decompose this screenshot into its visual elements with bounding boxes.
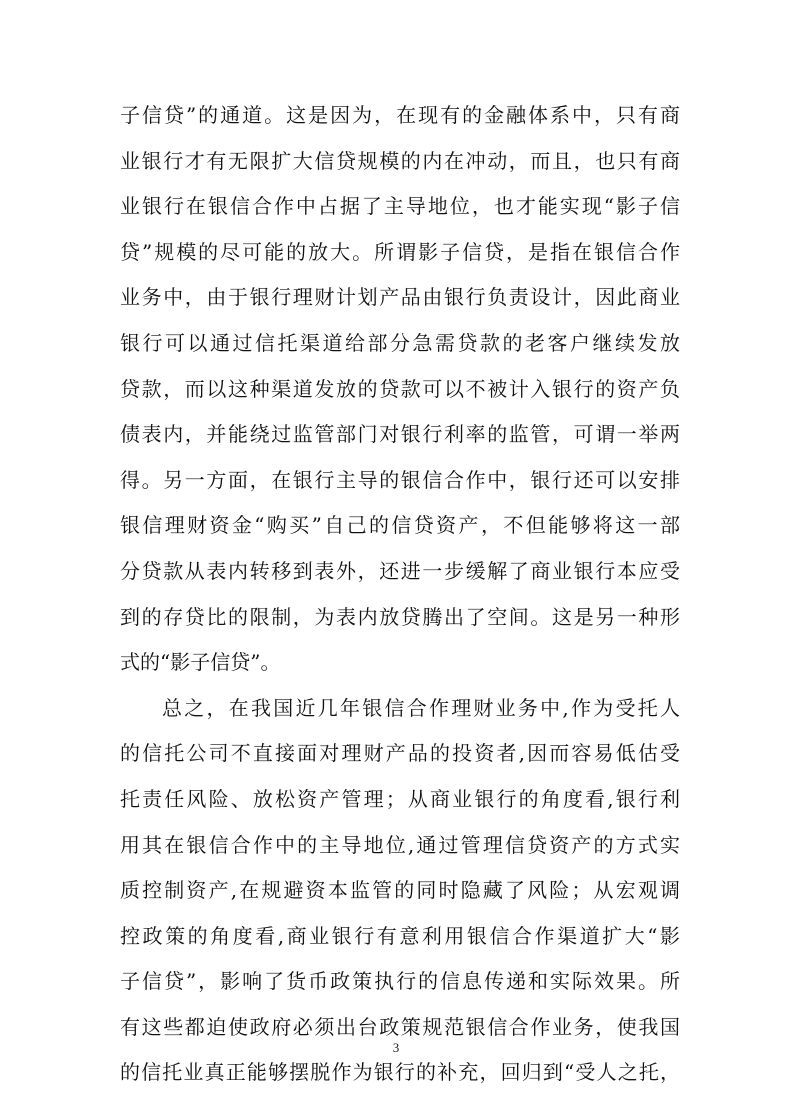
- text-line: 银信理财资金“购买”自己的信贷资产，不但能够将这一部: [120, 513, 680, 538]
- text-line: 有这些都迫使政府必须出台政策规范银信合作业务，使我国: [120, 1014, 680, 1039]
- text-line: 业银行才有无限扩大信贷规模的内在冲动，而且，也只有商: [120, 148, 680, 173]
- text-line: 业银行在银信合作中占据了主导地位，也才能实现“影子信: [120, 194, 680, 219]
- body-text: [120, 93, 680, 1096]
- text-line: 质控制资产,在规避资本监管的同时隐藏了风险；从宏观调: [120, 878, 680, 903]
- text-line: 贷款，而以这种渠道发放的贷款可以不被计入银行的资产负: [120, 376, 680, 401]
- text-line: 式的“影子信贷”。: [120, 650, 281, 675]
- page-number: 3: [392, 1040, 400, 1055]
- text-line: 得。另一方面，在银行主导的银信合作中，银行还可以安排: [120, 467, 680, 492]
- text-line: 贷”规模的尽可能的放大。所谓影子信贷，是指在银信合作: [120, 239, 680, 264]
- text-line: 分贷款从表内转移到表外，还进一步缓解了商业银行本应受: [120, 558, 680, 583]
- text-line: 到的存贷比的限制，为表内放贷腾出了空间。这是另一种形: [120, 604, 680, 629]
- text-line: 的信托业真正能够摆脱作为银行的补充，回归到“受人之托，: [120, 1060, 680, 1085]
- text-line: 托责任风险、放松资产管理；从商业银行的角度看,银行利: [120, 786, 680, 811]
- text-line: 的信托公司不直接面对理财产品的投资者,因而容易低估受: [120, 741, 680, 766]
- text-line: 银行可以通过信托渠道给部分急需贷款的老客户继续发放: [120, 330, 680, 355]
- text-line: 总之，在我国近几年银信合作理财业务中,作为受托人: [162, 695, 680, 720]
- text-line: 控政策的角度看,商业银行有意利用银信合作渠道扩大“影: [120, 923, 680, 948]
- text-line: 业务中，由于银行理财计划产品由银行负责设计，因此商业: [120, 285, 680, 310]
- text-line: 用其在银信合作中的主导地位,通过管理信贷资产的方式实: [120, 832, 680, 857]
- text-line: 债表内，并能绕过监管部门对银行利率的监管，可谓一举两: [120, 422, 680, 447]
- text-line: 子信贷”，影响了货币政策执行的信息传递和实际效果。所: [120, 969, 680, 994]
- text-line: 子信贷”的通道。这是因为，在现有的金融体系中，只有商: [120, 103, 680, 127]
